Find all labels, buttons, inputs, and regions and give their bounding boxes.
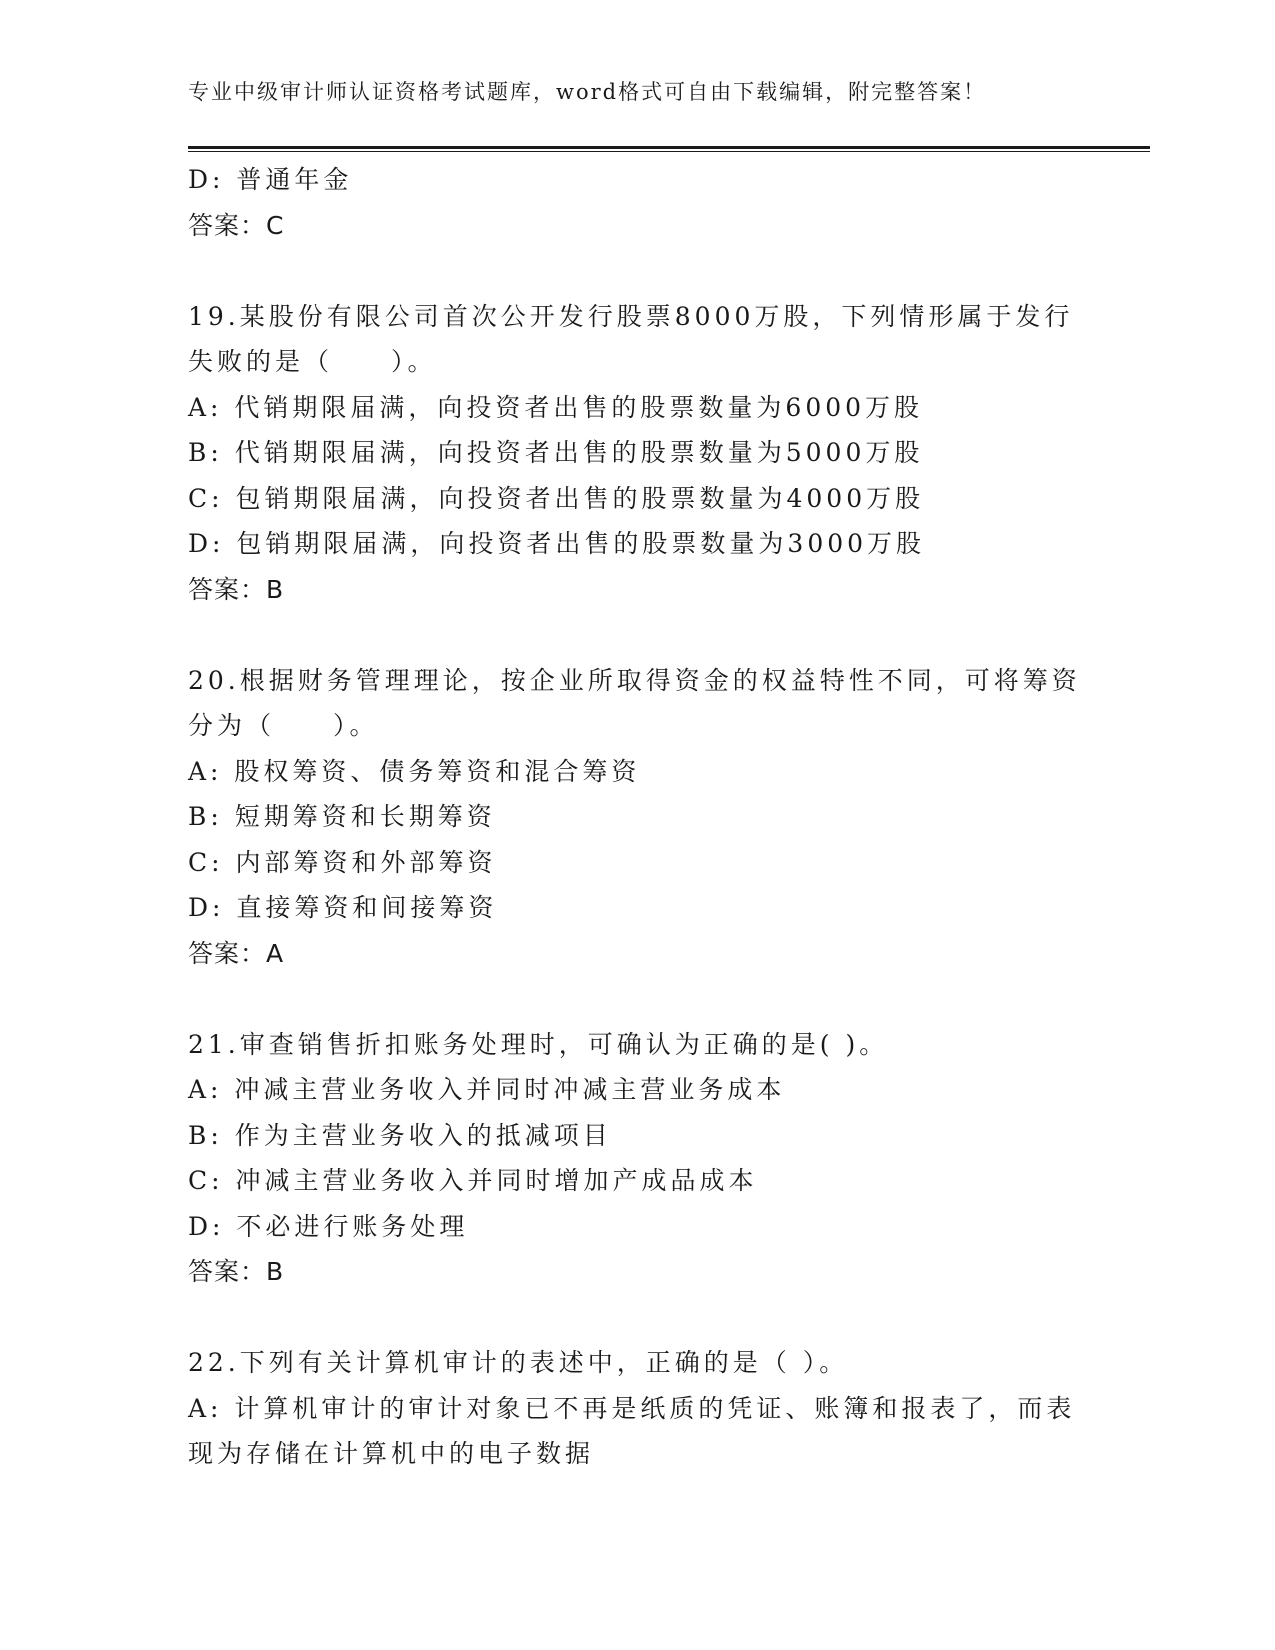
option-d: D: 直接筹资和间接筹资 xyxy=(188,893,498,922)
page-header: 专业中级审计师认证资格考试题库，word格式可自由下载编辑，附完整答案！ xyxy=(188,80,987,104)
spacer xyxy=(188,248,1118,294)
question-text: 19.某股份有限公司首次公开发行股票8000万股，下列情形属于发行 xyxy=(188,301,1074,331)
question-text: 22.下列有关计算机审计的表述中，正确的是（ ）。 xyxy=(188,1348,849,1377)
option-b: B: 短期筹资和长期筹资 xyxy=(188,802,496,831)
option-d: D: 普通年金 xyxy=(188,165,353,194)
question-20 xyxy=(188,658,1118,977)
option-a-continued: 现为存储在计算机中的电子数据 xyxy=(188,1439,595,1468)
question-text: 分为（ ）。 xyxy=(188,711,379,740)
answer: 答案：C xyxy=(188,210,285,240)
question-text: 失败的是（ ）。 xyxy=(188,347,437,376)
question-22 xyxy=(188,1340,1118,1477)
answer: 答案：B xyxy=(188,574,285,604)
option-a: A: 股权筹资、债务筹资和混合筹资 xyxy=(188,756,641,786)
option-a: A: 冲减主营业务收入并同时冲减主营业务成本 xyxy=(188,1075,786,1104)
option-c: C: 冲减主营业务收入并同时增加产成品成本 xyxy=(188,1166,758,1195)
header-rule-thin xyxy=(188,151,1150,152)
question-text: 21.审查销售折扣账务处理时，可确认为正确的是( )。 xyxy=(188,1029,889,1059)
question-19 xyxy=(188,294,1118,613)
question-21 xyxy=(188,1022,1118,1295)
spacer xyxy=(188,1295,1118,1341)
option-c: C: 包销期限届满，向投资者出售的股票数量为4000万股 xyxy=(188,483,925,513)
option-b: B: 代销期限届满，向投资者出售的股票数量为5000万股 xyxy=(188,438,924,467)
option-a: A: 代销期限届满，向投资者出售的股票数量为6000万股 xyxy=(188,392,924,422)
answer: 答案：B xyxy=(188,1257,285,1286)
answer: 答案：A xyxy=(188,938,285,968)
option-d: D: 包销期限届满，向投资者出售的股票数量为3000万股 xyxy=(188,529,926,558)
option-a: A: 计算机审计的审计对象已不再是纸质的凭证、账簿和报表了，而表 xyxy=(188,1393,1076,1423)
spacer xyxy=(188,612,1118,658)
document-body xyxy=(188,157,1118,1477)
option-d: D: 不必进行账务处理 xyxy=(188,1211,469,1241)
question-text: 20.根据财务管理理论，按企业所取得资金的权益特性不同，可将筹资 xyxy=(188,665,1081,695)
header-rule-thick xyxy=(188,146,1150,149)
spacer xyxy=(188,976,1118,1022)
option-b: B: 作为主营业务收入的抵减项目 xyxy=(188,1120,612,1150)
option-c: C: 内部筹资和外部筹资 xyxy=(188,847,497,877)
